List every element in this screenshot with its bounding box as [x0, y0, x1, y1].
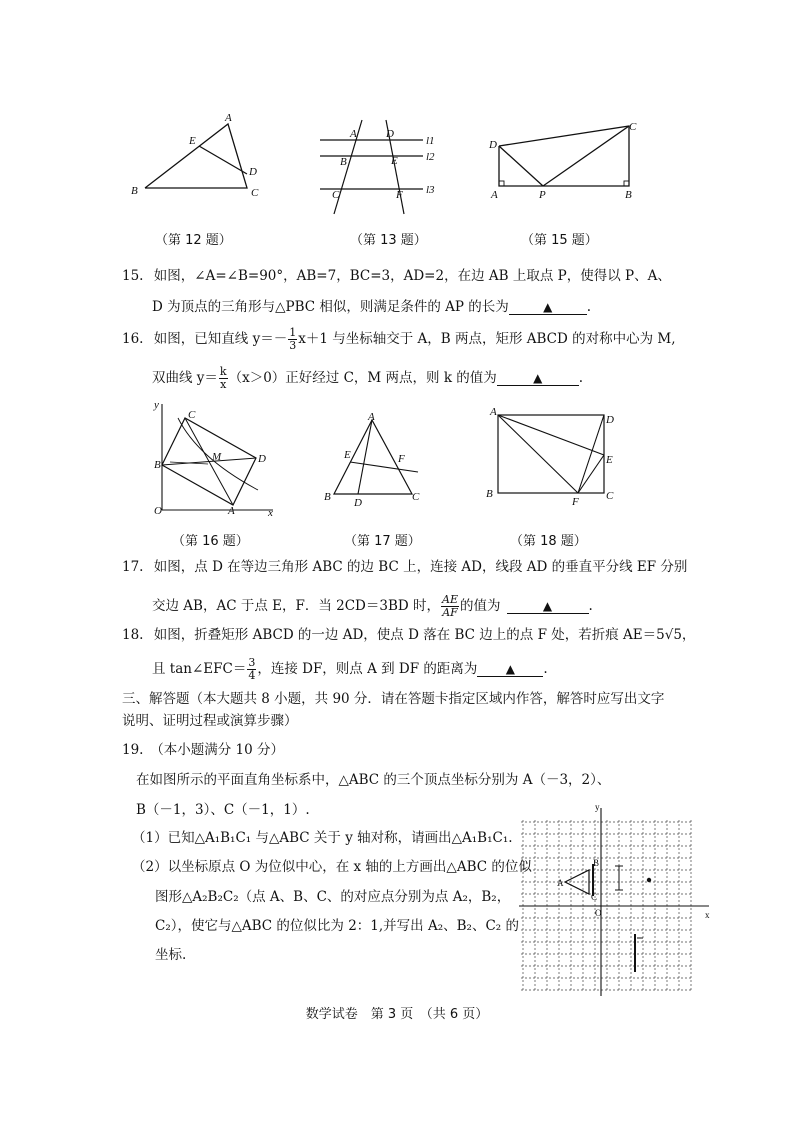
- answer-triangle: ▲: [542, 599, 553, 613]
- figure-12-diagram: [125, 108, 270, 200]
- label-x: x: [268, 507, 273, 519]
- figure-15: [485, 118, 635, 202]
- label-C: C: [332, 189, 340, 201]
- label-A: A: [225, 112, 232, 124]
- q16-number: 16.: [122, 331, 144, 347]
- q16-period: .: [578, 370, 584, 386]
- fraction-denominator: 4: [248, 669, 256, 682]
- label-D: D: [258, 453, 266, 465]
- label-x: x: [705, 910, 710, 920]
- fraction-denominator: AF: [442, 606, 458, 619]
- q17-line1: [122, 557, 687, 577]
- q16-k-fraction: [219, 366, 228, 391]
- q18-line2: [152, 657, 548, 682]
- q16-text-2b: （x＞0）正好经过 C，M 两点，则 k 的值为: [228, 370, 497, 386]
- q15-number: 15.: [122, 268, 144, 284]
- q15-period: .: [586, 299, 592, 315]
- label-A: A: [368, 411, 375, 423]
- q17-text-2a: 交边 AB，AC 于点 E，F．当 2CD＝3BD 时，: [152, 598, 441, 614]
- label-F: F: [398, 453, 405, 465]
- figure-16: [148, 398, 280, 520]
- q15-text-1: 如图，∠A=∠B=90°，AB=7，BC=3，AD=2，在边 AB 上取点 P，使得以 P、A、: [153, 268, 671, 284]
- label-y: y: [154, 399, 159, 411]
- label-E: E: [391, 155, 398, 167]
- q18-text-2b: ，连接 DF，则点 A 到 DF 的距离为: [257, 661, 478, 677]
- fraction-denominator: x: [220, 378, 227, 391]
- label-B: B: [486, 488, 493, 500]
- label-D: D: [386, 128, 394, 140]
- q18-answer-blank[interactable]: [477, 662, 543, 677]
- q19-title: 19. （本小题满分 10 分）: [122, 742, 284, 758]
- q17-text-2b: 的值为: [460, 598, 501, 614]
- answer-triangle: ▲: [505, 662, 516, 676]
- q16-fraction: [288, 327, 297, 352]
- label-F: F: [396, 189, 403, 201]
- q18-period: .: [543, 661, 548, 677]
- answer-triangle: ▲: [533, 371, 543, 385]
- figure-12: [125, 108, 270, 200]
- caption-fig16: （第 16 题）: [172, 534, 249, 549]
- figure-16-diagram: [148, 398, 280, 520]
- label-A: A: [557, 878, 564, 888]
- label-F: F: [572, 496, 579, 508]
- caption-fig13: （第 13 题）: [350, 233, 427, 248]
- label-E: E: [606, 454, 613, 466]
- figure-17: [322, 412, 427, 510]
- label-B: B: [593, 858, 600, 868]
- label-E: E: [189, 135, 196, 147]
- label-y: y: [595, 802, 600, 812]
- q16-text-2a: 双曲线 y＝: [152, 370, 218, 386]
- fraction-numerator: k: [219, 365, 227, 378]
- caption-fig18: （第 18 题）: [510, 534, 587, 549]
- caption-fig15: （第 15 题）: [521, 233, 598, 248]
- q16-text-1a: 如图，已知直线 y＝－: [153, 331, 288, 347]
- label-A: A: [350, 128, 357, 140]
- q16-text-1b: x＋1 与坐标轴交于 A，B 两点，矩形 ABCD 的对称中心为 M,: [298, 331, 676, 347]
- label-C: C: [591, 892, 598, 902]
- label-A: A: [491, 189, 498, 201]
- label-P: P: [539, 189, 546, 201]
- caption-fig12: （第 12 题）: [155, 233, 232, 248]
- section3-heading-line2: 说明、证明过程或演算步骤）: [122, 713, 298, 729]
- q18-number: 18.: [122, 627, 144, 643]
- q18-fraction: [247, 657, 256, 682]
- label-E: E: [344, 449, 351, 461]
- fraction-numerator: AE: [442, 593, 458, 606]
- coordinate-grid: [515, 800, 715, 1000]
- label-D: D: [489, 139, 497, 151]
- q19-part2-d: 坐标.: [155, 947, 187, 963]
- figure-15-diagram: [485, 118, 635, 202]
- figure-18-diagram: [484, 405, 624, 508]
- q17-period: .: [588, 598, 593, 614]
- q15-line1: [122, 266, 671, 286]
- label-O: O: [595, 908, 602, 918]
- label-C: C: [412, 491, 420, 503]
- q15-answer-blank[interactable]: [509, 300, 587, 315]
- label-C: C: [251, 187, 259, 199]
- q19-part2-a: （2）以坐标原点 O 为位似中心，在 x 轴的上方画出△ABC 的位似: [132, 859, 532, 875]
- label-B: B: [324, 491, 331, 503]
- figure-18: [484, 405, 624, 508]
- q17-text-1: 如图，点 D 在等边三角形 ABC 的边 BC 上，连接 AD，线段 AD 的垂直平分线 EF 分别: [153, 559, 688, 575]
- label-D: D: [249, 166, 257, 178]
- label-O: O: [154, 505, 162, 517]
- label-B: B: [154, 459, 161, 471]
- section3-heading-line1: 三、解答题（本大题共 8 小题，共 90 分．请在答题卡指定区域内作答，解答时应写出文字: [122, 691, 665, 707]
- fraction-numerator: 3: [248, 656, 256, 669]
- label-C: C: [629, 121, 637, 133]
- label-C: C: [606, 490, 614, 502]
- label-A: A: [228, 505, 235, 517]
- label-B: B: [131, 185, 138, 197]
- label-l2: l2: [426, 151, 435, 163]
- label-D: D: [354, 497, 362, 509]
- answer-triangle: ▲: [543, 300, 553, 314]
- q19-part2-c: C₂），使它与△ABC 的位似比为 2：1,并写出 A₂、B₂、C₂ 的: [155, 918, 519, 934]
- q17-answer-blank[interactable]: [507, 599, 589, 614]
- label-A: A: [490, 406, 497, 418]
- q16-answer-blank[interactable]: [497, 371, 579, 386]
- label-B: B: [625, 189, 632, 201]
- label-B: B: [340, 156, 347, 168]
- q16-line1: [122, 327, 676, 352]
- q19-intro-2: B（－1，3）、C（－1，1）.: [136, 802, 310, 818]
- q18-text-1: 如图，折叠矩形 ABCD 的一边 AD，使点 D 落在 BC 边上的点 F 处，若折痕 AE＝5√5，: [153, 627, 696, 643]
- figure-13-diagram: [318, 118, 443, 218]
- q19-part1: （1）已知△A₁B₁C₁ 与△ABC 关于 y 轴对称，请画出△A₁B₁C₁.: [132, 830, 513, 846]
- caption-fig17: （第 17 题）: [344, 534, 421, 549]
- fraction-denominator: 3: [289, 339, 297, 352]
- page-footer: 数学试卷 第 3 页 （共 6 页）: [305, 1007, 489, 1022]
- q15-line2: [152, 297, 591, 317]
- q17-line2: [152, 594, 593, 619]
- label-M: M: [212, 451, 222, 463]
- q17-fraction: [441, 594, 459, 619]
- q15-text-2: D 为顶点的三角形与△PBC 相似，则满足条件的 AP 的长为: [152, 299, 509, 315]
- figure-13: [318, 118, 443, 218]
- label-l1: l1: [426, 135, 435, 147]
- q17-number: 17.: [122, 559, 144, 575]
- q18-text-2a: 且 tan∠EFC＝: [152, 661, 247, 677]
- fraction-numerator: 1: [289, 326, 297, 339]
- q19-part2-b: 图形△A₂B₂C₂（点 A、B、C、的对应点分别为点 A₂，B₂，: [155, 889, 511, 905]
- label-D: D: [606, 414, 614, 426]
- q18-line1: [122, 625, 695, 645]
- figure-19-grid: [515, 800, 715, 1000]
- figure-17-diagram: [322, 412, 427, 510]
- label-C: C: [188, 409, 196, 421]
- label-l3: l3: [426, 184, 435, 196]
- q16-line2: [152, 366, 583, 391]
- q19-intro-1: 在如图所示的平面直角坐标系中，△ABC 的三个顶点坐标分别为 A（－3，2）、: [136, 772, 611, 788]
